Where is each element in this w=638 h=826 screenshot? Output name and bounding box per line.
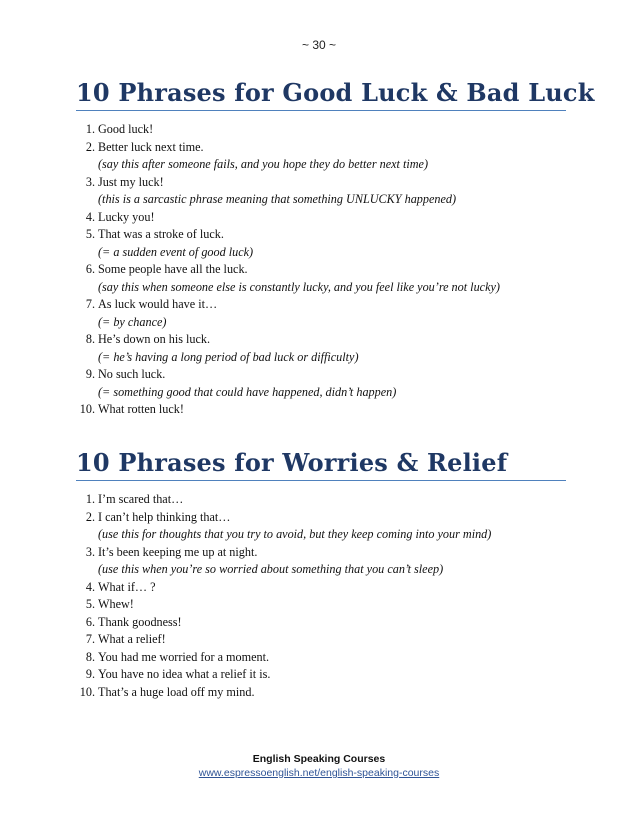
list-item (76, 401, 566, 419)
phrase-text: Lucky you! (98, 209, 155, 224)
item-number: 7 . (66, 631, 95, 649)
list-item (76, 596, 566, 614)
item-number: 2 . (66, 509, 95, 527)
footer (0, 752, 638, 780)
phrase-text: He’s down on his luck. (98, 332, 211, 346)
phrase-text: You have no idea what a relief it is. (98, 667, 271, 681)
phrase-text: Good luck! (98, 122, 154, 136)
item-number: 6 . (66, 614, 95, 632)
page-number: ~ 30 ~ (301, 38, 337, 52)
phrase-note: (say this when someone else is constantly lucky, and you feel like you’re not lucky) (98, 279, 500, 294)
item-number: 5 . (66, 226, 95, 244)
item-number: 4 . (66, 209, 95, 227)
item-number: 4 . (66, 579, 95, 597)
item-number: 1 . (66, 121, 95, 139)
phrase-note: (say this after someone fails, and you hope they do better next time) (98, 157, 429, 171)
list-item (76, 614, 566, 632)
item-number: 8 . (66, 649, 95, 667)
section-title: 10 Phrases for Worries & Relief (76, 448, 566, 481)
footer-title: English Speaking Courses (252, 753, 386, 765)
list-item (76, 649, 566, 667)
phrase-text: What rotten luck! (98, 402, 184, 416)
item-number: 9 . (66, 366, 95, 384)
phrase-text: That was a stroke of luck. (98, 227, 224, 241)
item-number: 9 . (66, 666, 95, 684)
phrase-list (76, 121, 566, 419)
phrase-text: Some people have all the luck. (98, 262, 248, 276)
phrase-text: Better luck next time. (98, 139, 204, 154)
section-title: 10 Phrases for Good Luck & Bad Luck (76, 78, 566, 111)
item-number: 10 . (66, 684, 95, 702)
phrase-text: No such luck. (98, 367, 166, 381)
list-item (76, 666, 566, 684)
phrase-text: That’s a huge load off my mind. (98, 684, 255, 699)
phrase-text: You had me worried for a moment. (98, 649, 270, 664)
list-item (76, 684, 566, 702)
list-item (76, 491, 566, 509)
phrase-note: (use this when you’re so worried about something that you can’t sleep) (98, 562, 444, 576)
phrase-text: I’m scared that… (98, 492, 184, 506)
footer-link[interactable]: www.espressoenglish.net/english-speaking-courses (198, 767, 440, 779)
section-good-bad-luck (76, 78, 595, 419)
item-number: 1 . (66, 491, 95, 509)
list-item (76, 509, 566, 544)
list-item (76, 579, 566, 597)
phrase-text: What a relief! (98, 632, 166, 646)
list-item (76, 631, 566, 649)
list-item (76, 174, 566, 209)
item-number: 6 . (66, 261, 95, 279)
item-number: 3 . (66, 544, 95, 562)
list-item (76, 296, 566, 331)
phrase-note: (this is a sarcastic phrase meaning that something UNLUCKY happened) (98, 192, 457, 206)
item-number: 2 . (66, 139, 95, 157)
list-item (76, 121, 566, 139)
item-number: 10 . (66, 401, 95, 419)
list-item (76, 331, 566, 366)
list-item (76, 366, 566, 401)
section-worries-relief (76, 448, 566, 701)
item-number: 3 . (66, 174, 95, 192)
item-number: 5 . (66, 596, 95, 614)
phrase-list (76, 491, 566, 701)
phrase-note: (= by chance) (98, 314, 167, 329)
list-item (76, 209, 566, 227)
phrase-note: (use this for thoughts that you try to avoid, but they keep coming into your mind) (98, 527, 492, 541)
phrase-text: As luck would have it… (98, 297, 218, 311)
item-number: 8 . (66, 331, 95, 349)
list-item (76, 261, 566, 296)
phrase-text: What if… ? (98, 579, 156, 594)
list-item (76, 226, 566, 261)
phrase-text: I can’t help thinking that… (98, 509, 231, 524)
phrase-text: It’s been keeping me up at night. (98, 544, 258, 559)
phrase-note: (= something good that could have happened, didn’t happen) (98, 384, 397, 399)
list-item (76, 544, 566, 579)
phrase-note: (= he’s having a long period of bad luck or difficulty) (98, 349, 359, 364)
phrase-text: Thank goodness! (98, 614, 182, 629)
phrase-text: Whew! (98, 597, 134, 611)
phrase-note: (= a sudden event of good luck) (98, 244, 254, 259)
list-item (76, 139, 566, 174)
item-number: 7 . (66, 296, 95, 314)
phrase-text: Just my luck! (98, 174, 164, 189)
